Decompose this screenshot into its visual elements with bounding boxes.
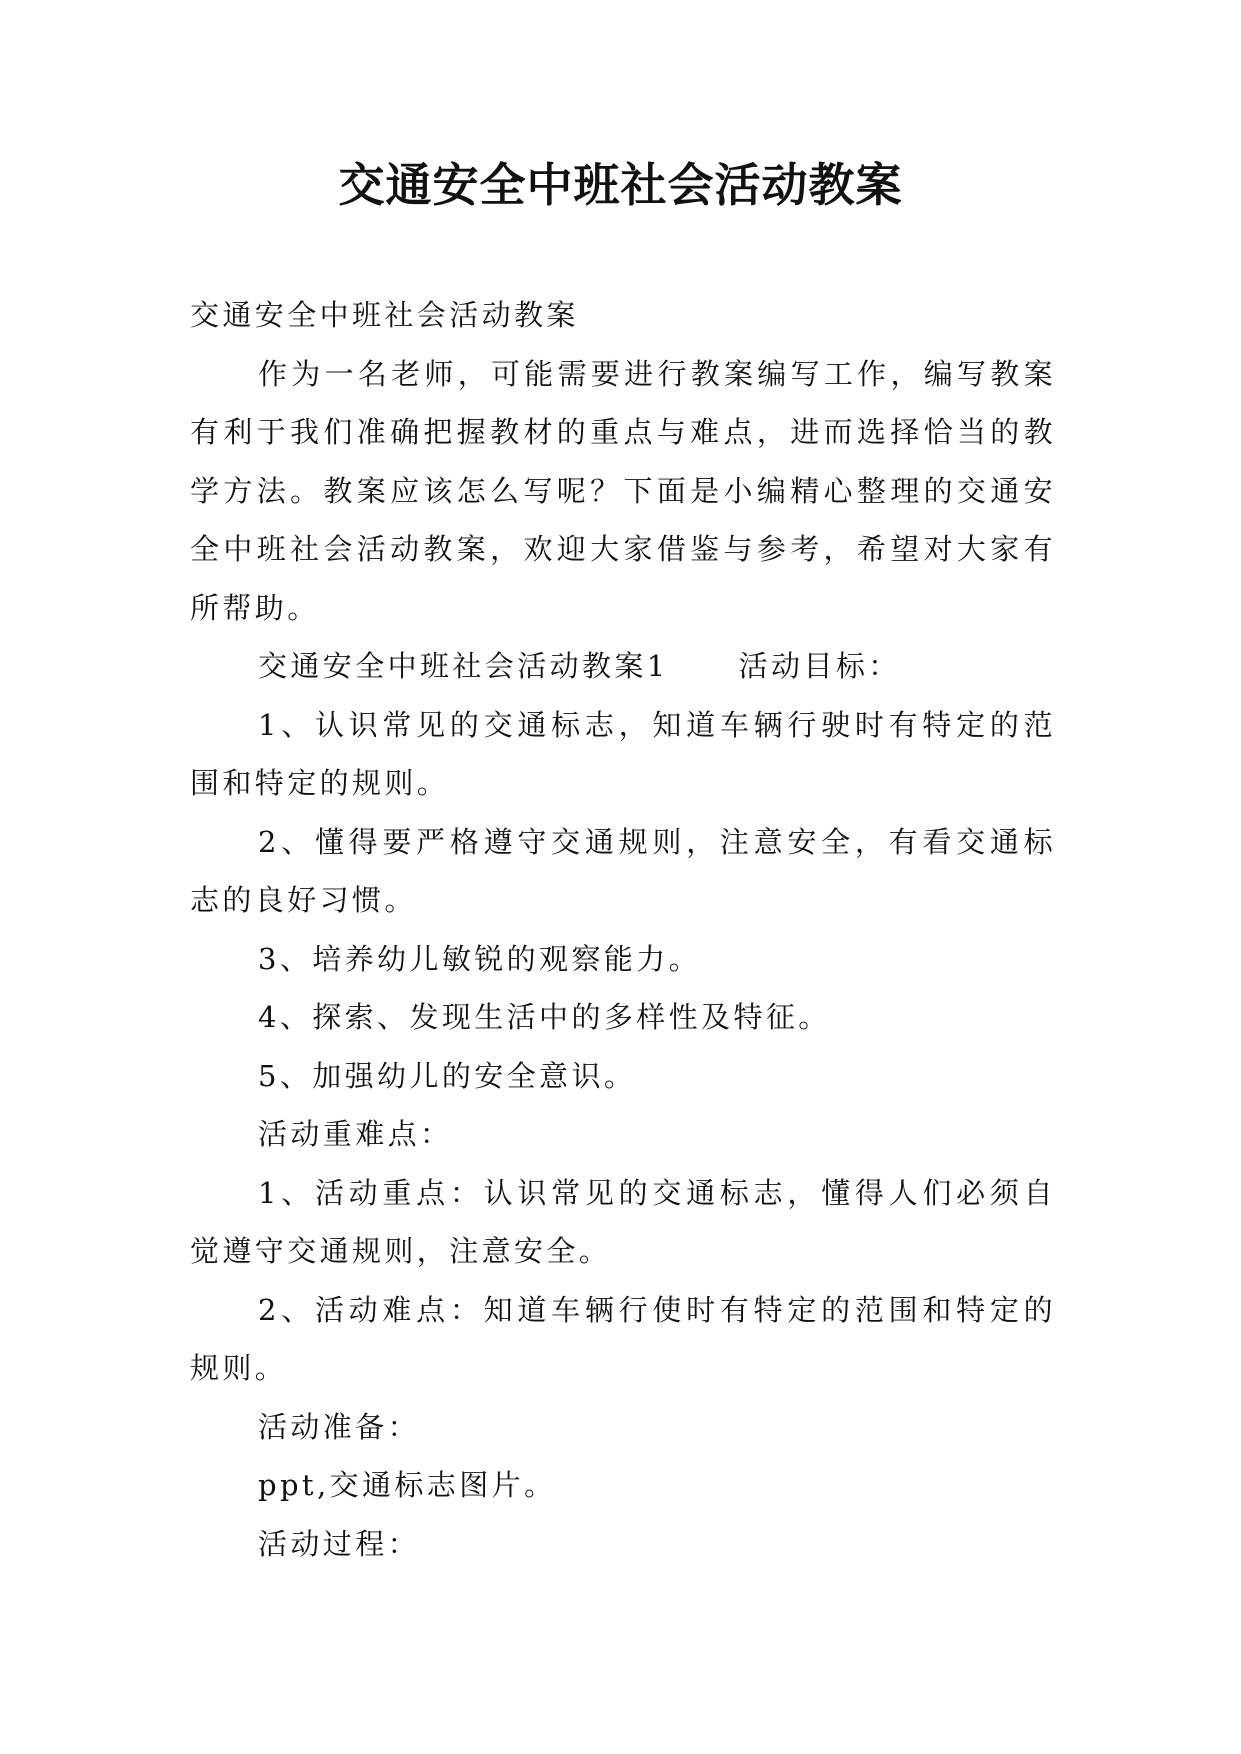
section-heading: 交通安全中班社会活动教案1 [258, 649, 669, 683]
goal-item-4: 4、探索、发现生活中的多样性及特征。 [258, 1000, 831, 1034]
document-title: 交通安全中班社会活动教案 [338, 158, 903, 212]
prep-heading: 活动准备： [258, 1409, 421, 1444]
document-body [190, 286, 1056, 1573]
goal-item-3: 3、培养幼儿敏锐的观察能力。 [258, 941, 702, 976]
prep-content: ppt,交通标志图片。 [258, 1468, 557, 1502]
goal-item-2: 2、懂得要严格遵守交通规则，注意安全，有看交通标志的良好习惯。 [190, 824, 1056, 917]
key-point-1: 1、活动重点：认识常见的交通标志，懂得人们必须自觉遵守交通规则，注意安全。 [190, 1175, 1056, 1268]
goals-heading: 活动目标： [738, 649, 901, 683]
key-point-2: 2、活动难点：知道车辆行使时有特定的范围和特定的规则。 [190, 1292, 1056, 1385]
goal-item-1: 1、认识常见的交通标志，知道车辆行驶时有特定的范围和特定的规则。 [190, 707, 1056, 800]
document-subtitle: 交通安全中班社会活动教案 [190, 298, 579, 332]
goal-item-5: 5、加强幼儿的安全意识。 [258, 1058, 637, 1093]
key-points-heading: 活动重难点： [258, 1117, 453, 1151]
intro-paragraph: 作为一名老师，可能需要进行教案编写工作，编写教案有利于我们准确把握教材的重点与难点，进而选择恰当的教学方法。教案应该怎么写呢？下面是小编精心整理的交通安全中班社会活动教案，欢迎大家借鉴与参考，希望对大家有所帮助。 [190, 356, 1056, 625]
section-heading-line [190, 637, 1056, 696]
process-heading: 活动过程： [258, 1526, 421, 1561]
